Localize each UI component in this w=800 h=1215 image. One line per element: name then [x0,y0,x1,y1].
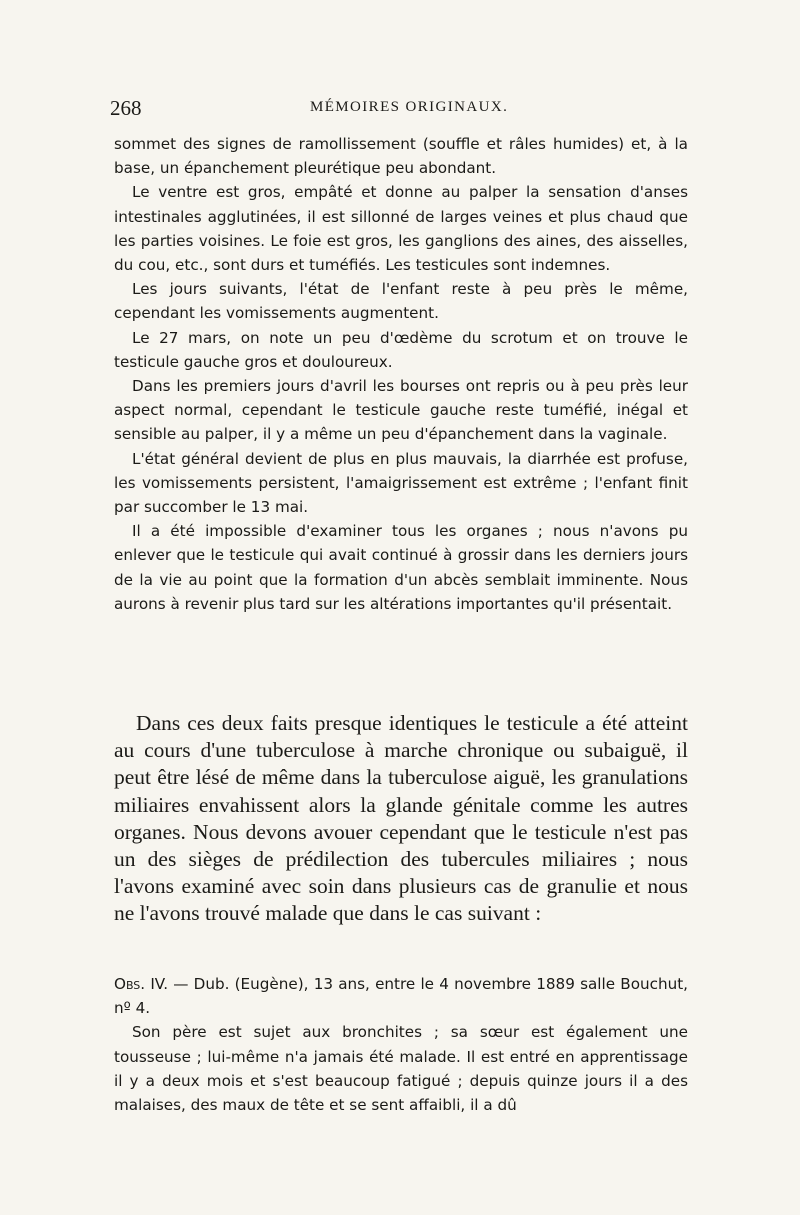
observation-heading-text: — Dub. (Eugène), 13 ans, entre le 4 novembre 1889 salle Bouchut, nº 4. [114,975,688,1018]
paragraph: Il a été impossible d'examiner tous les organes ; nous n'avons pu enlever que le testicule qui avait continué à grossir dans les derniers jours de la vie au point que la formation d'un abcès semblait imminente. Nous aurons à revenir plus tard sur les altérations importantes qu'il présentait. [114,522,688,613]
main-discussion [114,710,688,928]
main-paragraph: Dans ces deux faits presque identiques le testicule a été atteint au cours d'une tuberculose à marche chronique ou subaiguë, il peut être lésé de même dans la tuberculose aiguë, les granulations miliaires envahissent alors la glande génitale comme les autres organes. Nous devons avouer cependant que le testicule n'est pas un des sièges de prédilection des tubercules miliaires ; nous l'avons examiné avec soin dans plusieurs cas de granulie et nous ne l'avons trouvé malade que dans le cas suivant : [114,711,688,926]
paragraph: L'état général devient de plus en plus mauvais, la diarrhée est profuse, les vomissements persistent, l'amaigrissement est extrême ; l'enfant finit par succomber le 13 mai. [114,449,688,517]
paragraph: Les jours suivants, l'état de l'enfant reste à peu près le même, cependant les vomissements augmentent. [114,280,688,323]
paragraph-continued: sommet des signes de ramollissement (souffle et râles humides) et, à la base, un épanchement pleurétique peu abondant. [114,135,688,178]
running-header [110,96,690,124]
running-title: MÉMOIRES ORIGINAUX. [310,99,509,115]
observation-heading [114,972,688,1020]
page-number: 268 [110,96,142,120]
observation-paragraph: Son père est sujet aux bronchites ; sa sœur est également une tousseuse ; lui-même n'a jamais été malade. Il est entré en apprentissage il y a deux mois et s'est beaucoup fatigué ; depuis quinze jours il a des malaises, des maux de tête et se sent affaibli, il a dû [114,1023,688,1115]
paragraph: Le 27 mars, on note un peu d'œdème du scrotum et on trouve le testicule gauche gros et douloureux. [114,328,688,371]
paragraph: Le ventre est gros, empâté et donne au palper la sensation d'anses intestinales agglutinées, il est sillonné de larges veines et plus chaud que les parties voisines. Le foie est gros, les ganglions des aines, des aisselles, du cou, etc., sont durs et tuméfiés. Les testicules sont indemnes. [114,183,688,275]
observation-block [114,972,688,1117]
paragraph: Dans les premiers jours d'avril les bourses ont repris ou à peu près leur aspect normal, cependant le testicule gauche reste tuméfié, inégal et sensible au palper, il y a même un peu d'épanchement dans la vaginale. [114,377,688,444]
case-report-text [114,132,688,616]
observation-label: Obs. IV. [114,975,169,993]
